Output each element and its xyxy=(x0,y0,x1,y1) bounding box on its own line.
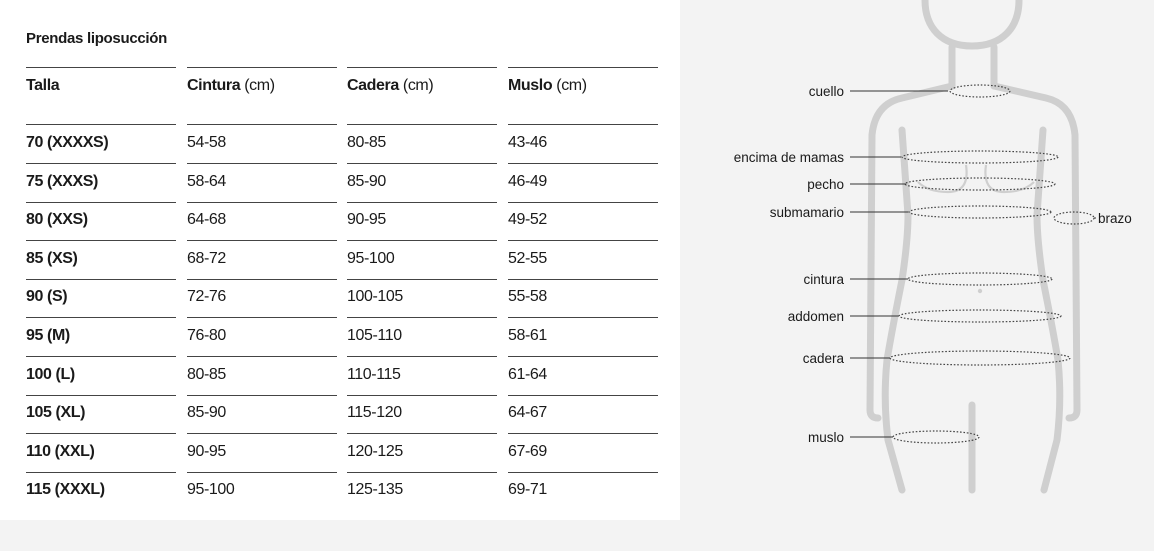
label-muslo: muslo xyxy=(807,430,844,445)
size-cell: 80 (XXS) xyxy=(26,211,88,229)
table-rule xyxy=(26,67,176,68)
measure-cell: 125-135 xyxy=(347,481,403,499)
measure-cell: 115-120 xyxy=(347,404,402,422)
measure-cell: 85-90 xyxy=(187,404,226,422)
table-rule xyxy=(347,356,497,357)
table-rule xyxy=(347,472,497,473)
table-rule xyxy=(187,67,337,68)
table-rule xyxy=(508,124,658,125)
table-title: Prendas liposucción xyxy=(26,30,168,47)
table-rule xyxy=(347,240,497,241)
table-rule xyxy=(187,124,337,125)
column-header xyxy=(508,76,587,96)
table-rule xyxy=(187,279,337,280)
measure-cell: 68-72 xyxy=(187,249,226,267)
table-rule xyxy=(26,279,176,280)
table-rule xyxy=(187,163,337,164)
table-rule xyxy=(26,317,176,318)
label-abdomen: addomen xyxy=(787,309,844,324)
label-cuello: cuello xyxy=(808,84,844,99)
measure-cell: 95-100 xyxy=(347,249,395,267)
table-rule xyxy=(508,67,658,68)
thigh-loop xyxy=(893,431,979,443)
measure-cell: 80-85 xyxy=(347,134,386,151)
label-brazo: brazo xyxy=(1098,211,1132,226)
table-rule xyxy=(347,163,497,164)
measure-cell: 67-69 xyxy=(508,442,547,460)
label-pecho: pecho xyxy=(807,177,844,192)
table-rule xyxy=(347,202,497,203)
measure-cell: 80-85 xyxy=(187,365,226,383)
measure-cell: 55-58 xyxy=(508,288,547,306)
column-header-name: Muslo xyxy=(508,77,553,94)
table-rule xyxy=(508,472,658,473)
measure-cell: 69-71 xyxy=(508,481,547,499)
body-measurement-figure xyxy=(680,0,1154,551)
measure-cell: 90-95 xyxy=(187,442,226,460)
table-rule xyxy=(26,163,176,164)
measure-cell: 58-61 xyxy=(508,327,547,344)
column-header xyxy=(26,76,59,96)
abdomen-loop xyxy=(899,310,1061,322)
measure-cell: 58-64 xyxy=(187,172,226,190)
table-rule xyxy=(508,279,658,280)
waist-loop xyxy=(908,273,1052,285)
above-bust-loop xyxy=(902,151,1058,163)
label-cintura: cintura xyxy=(803,272,844,287)
table-rule xyxy=(26,356,176,357)
table-rule xyxy=(26,472,176,473)
measure-cell: 85-90 xyxy=(347,172,386,190)
table-rule xyxy=(26,240,176,241)
column-header-name: Talla xyxy=(26,77,60,94)
table-rule xyxy=(347,279,497,280)
table-rule xyxy=(508,240,658,241)
measurement-loops xyxy=(890,85,1094,443)
measure-cell: 76-80 xyxy=(187,327,226,344)
underbust-loop xyxy=(909,206,1051,218)
measure-cell: 120-125 xyxy=(347,442,403,460)
table-rule xyxy=(347,67,497,68)
measure-cell: 90-95 xyxy=(347,211,386,229)
table-rule xyxy=(508,202,658,203)
measure-cell: 110-115 xyxy=(347,365,401,383)
size-cell: 115 (XXXL) xyxy=(26,481,105,499)
size-cell: 75 (XXXS) xyxy=(26,172,98,190)
table-rule xyxy=(347,317,497,318)
table-rule xyxy=(508,317,658,318)
navel xyxy=(978,289,982,293)
table-rule xyxy=(508,163,658,164)
size-cell: 100 (L) xyxy=(26,365,75,383)
table-rule xyxy=(187,202,337,203)
table-rule xyxy=(187,317,337,318)
hip-loop xyxy=(890,351,1070,365)
measure-cell: 61-64 xyxy=(508,365,547,383)
label-submamario: submamario xyxy=(769,205,844,220)
body-silhouette xyxy=(870,0,1077,490)
table-rule xyxy=(347,124,497,125)
measure-cell: 95-100 xyxy=(187,481,235,499)
label-encima-de-mamas: encima de mamas xyxy=(733,150,844,165)
table-rule xyxy=(508,356,658,357)
measure-cell: 43-46 xyxy=(508,134,547,151)
column-header xyxy=(347,76,433,96)
table-rule xyxy=(187,433,337,434)
table-rule xyxy=(26,202,176,203)
column-header-unit: (cm) xyxy=(552,77,587,94)
table-rule xyxy=(347,395,497,396)
table-rule xyxy=(187,472,337,473)
chest-lines xyxy=(918,165,1034,192)
size-cell: 110 (XXL) xyxy=(26,442,95,460)
table-rule xyxy=(26,124,176,125)
measure-cell: 105-110 xyxy=(347,327,402,344)
table-rule xyxy=(187,356,337,357)
table-rule xyxy=(26,433,176,434)
measure-cell: 72-76 xyxy=(187,288,226,306)
size-cell: 105 (XL) xyxy=(26,404,86,422)
table-rule xyxy=(347,433,497,434)
column-header-unit: (cm) xyxy=(398,77,434,94)
table-rule xyxy=(187,240,337,241)
column-header-name: Cadera xyxy=(347,77,399,94)
column-header-unit: (cm) xyxy=(240,77,275,94)
label-cadera: cadera xyxy=(802,351,844,366)
size-cell: 95 (M) xyxy=(26,327,70,344)
table-rule xyxy=(508,433,658,434)
table-rule xyxy=(26,395,176,396)
table-rule xyxy=(187,395,337,396)
measure-cell: 52-55 xyxy=(508,249,547,267)
size-cell: 90 (S) xyxy=(26,288,68,306)
measure-cell: 54-58 xyxy=(187,134,226,151)
size-cell: 85 (XS) xyxy=(26,249,78,267)
measure-cell: 49-52 xyxy=(508,211,547,229)
column-header xyxy=(187,76,275,96)
column-header-name: Cintura xyxy=(187,77,241,94)
table-rule xyxy=(508,395,658,396)
measure-cell: 64-68 xyxy=(187,211,226,229)
measure-cell: 100-105 xyxy=(347,288,403,306)
size-cell: 70 (XXXXS) xyxy=(26,134,109,151)
measure-cell: 64-67 xyxy=(508,404,547,422)
measure-cell: 46-49 xyxy=(508,172,547,190)
